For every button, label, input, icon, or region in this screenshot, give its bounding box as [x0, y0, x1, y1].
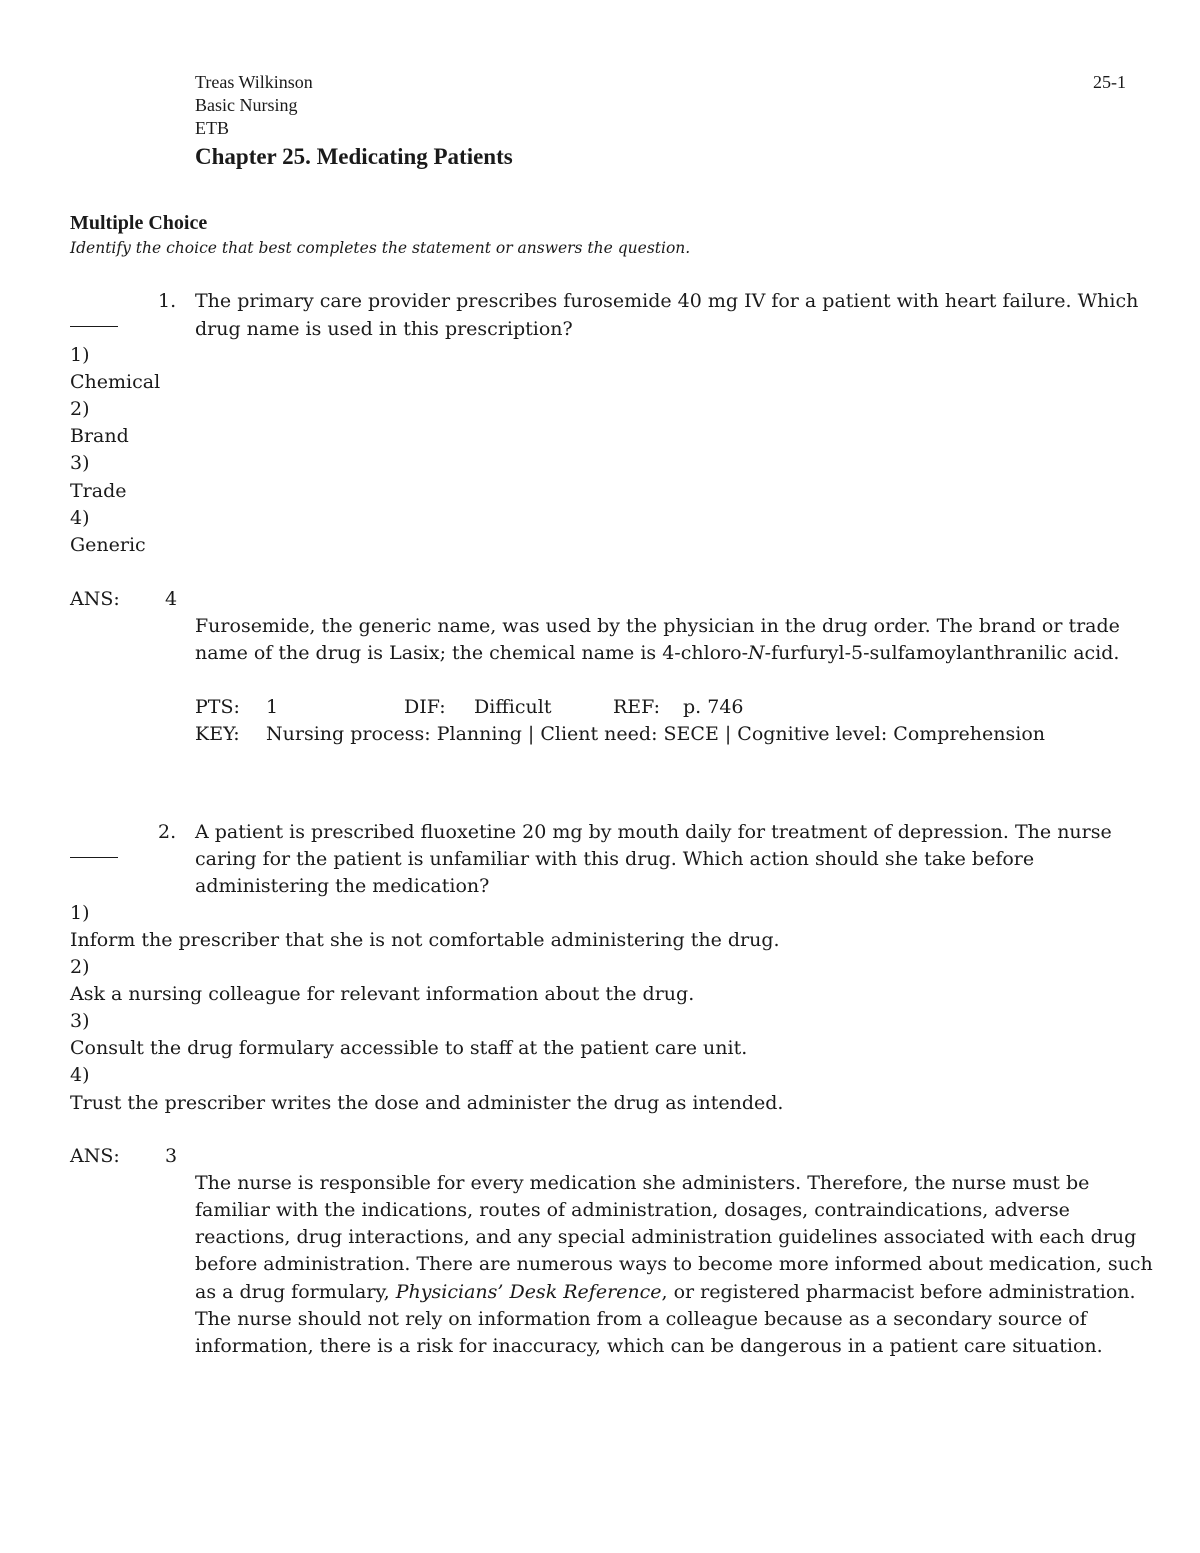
- answer-blank[interactable]: [70, 843, 118, 862]
- question-stem: The primary care provider prescribes furosemide 40 mg IV for a patient with heart failure. Which: [195, 290, 1139, 312]
- pts-value: 1: [266, 696, 279, 718]
- option-label: 4): [70, 1064, 90, 1086]
- rationale: The nurse should not rely on information from a colleague because as a secondary source of: [195, 1308, 1087, 1330]
- key-value: Nursing process: Planning | Client need: SECE | Cognitive level: Comprehension: [266, 723, 1045, 745]
- edition-label: ETB: [195, 118, 229, 138]
- section-instructions: Identify the choice that best completes the statement or answers the question.: [70, 239, 691, 257]
- question-stem: A patient is prescribed fluoxetine 20 mg by mouth daily for treatment of depression. The nurse: [195, 821, 1112, 843]
- option-text[interactable]: Trade: [70, 480, 127, 502]
- page-label: 25-1: [1093, 72, 1126, 92]
- dif-value: Difficult: [474, 696, 552, 718]
- question-stem: caring for the patient is unfamiliar with this drug. Which action should she take before: [195, 848, 1035, 870]
- option-text[interactable]: Trust the prescriber writes the dose and administer the drug as intended.: [70, 1092, 784, 1114]
- ref-value: p. 746: [683, 696, 744, 718]
- option-label: 1): [70, 344, 90, 366]
- option-text[interactable]: Brand: [70, 425, 129, 447]
- answer-blank[interactable]: [70, 312, 118, 331]
- section-title: Multiple Choice: [70, 212, 208, 234]
- option-label: 3): [70, 1010, 90, 1032]
- dif-label: DIF:: [404, 696, 446, 718]
- chapter-title: Chapter 25. Medicating Patients: [195, 144, 513, 169]
- key-label: KEY:: [195, 723, 240, 745]
- question-number: 2.: [158, 821, 177, 843]
- answer-label: ANS:: [70, 588, 120, 610]
- ref-label: REF:: [613, 696, 661, 718]
- option-text[interactable]: Ask a nursing colleague for relevant information about the drug.: [70, 983, 695, 1005]
- answer-label: ANS:: [70, 1145, 120, 1167]
- answer-value: 4: [165, 588, 178, 610]
- rationale: reactions, drug interactions, and any special administration guidelines associated with each drug: [195, 1226, 1137, 1248]
- rationale: name of the drug is Lasix; the chemical name is 4-chloro-N-furfuryl-5-sulfamoylanthranilic acid.: [195, 642, 1120, 664]
- rationale: The nurse is responsible for every medication she administers. Therefore, the nurse must be: [195, 1172, 1090, 1194]
- rationale: as a drug formulary, Physicians’ Desk Reference, or registered pharmacist before administration.: [195, 1281, 1136, 1303]
- option-label: 1): [70, 902, 90, 924]
- pts-label: PTS:: [195, 696, 240, 718]
- rationale: Furosemide, the generic name, was used by the physician in the drug order. The brand or trade: [195, 615, 1120, 637]
- question-stem: drug name is used in this prescription?: [195, 318, 573, 340]
- rationale: before administration. There are numerous ways to become more informed about medication, such: [195, 1253, 1153, 1275]
- option-label: 3): [70, 452, 90, 474]
- option-text[interactable]: Inform the prescriber that she is not comfortable administering the drug.: [70, 929, 780, 951]
- course-name: Basic Nursing: [195, 95, 298, 115]
- rationale: information, there is a risk for inaccuracy, which can be dangerous in a patient care situation.: [195, 1335, 1103, 1357]
- answer-value: 3: [165, 1145, 178, 1167]
- option-text[interactable]: Generic: [70, 534, 146, 556]
- author-name: Treas Wilkinson: [195, 72, 313, 92]
- option-label: 2): [70, 956, 90, 978]
- question-stem: administering the medication?: [195, 875, 490, 897]
- rationale: familiar with the indications, routes of administration, dosages, contraindications, adverse: [195, 1199, 1070, 1221]
- option-label: 4): [70, 507, 90, 529]
- option-label: 2): [70, 398, 90, 420]
- question-number: 1.: [158, 290, 177, 312]
- option-text[interactable]: Chemical: [70, 371, 161, 393]
- option-text[interactable]: Consult the drug formulary accessible to staff at the patient care unit.: [70, 1037, 748, 1059]
